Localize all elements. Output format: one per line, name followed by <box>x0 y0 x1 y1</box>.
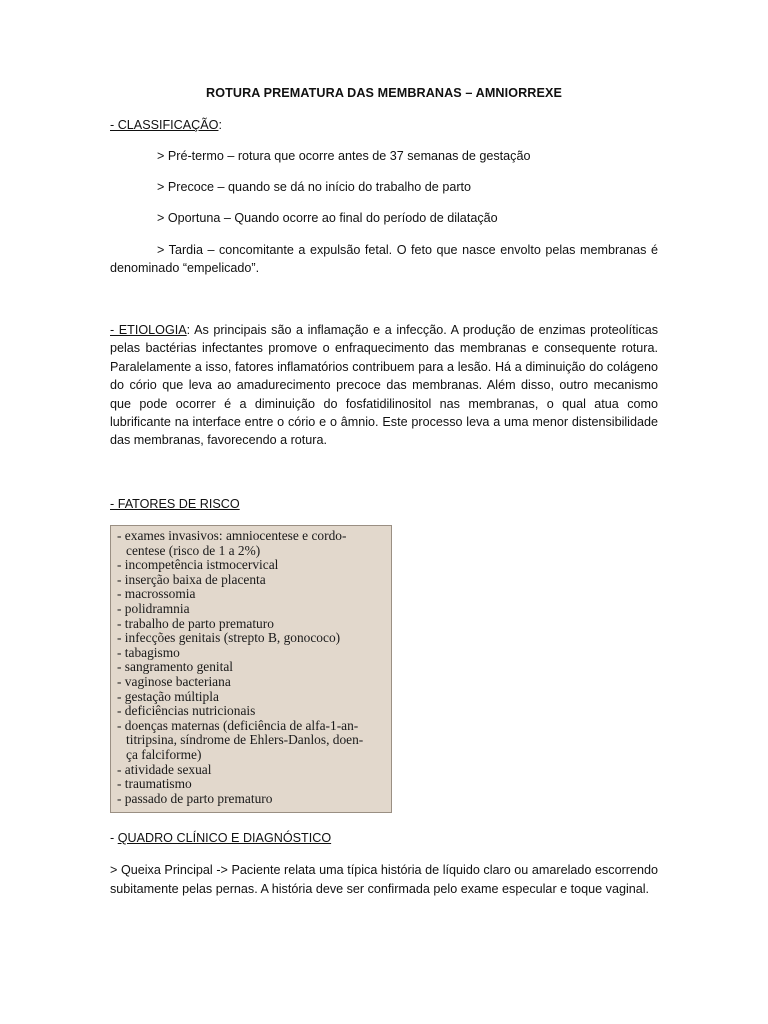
risk-item: titripsina, síndrome de Ehlers-Danlos, doen- <box>126 732 364 748</box>
risk-item: - trabalho de parto prematuro <box>117 615 274 631</box>
risk-item: ça falciforme) <box>126 746 202 762</box>
risk-item: - vaginose bacteriana <box>117 673 231 689</box>
page-title: ROTURA PREMATURA DAS MEMBRANAS – AMNIORREXE <box>206 86 562 100</box>
etiologia-colon: : <box>186 323 191 337</box>
risk-item: - deficiências nutricionais <box>117 703 256 719</box>
classificacao-item-oportuna: > Oportuna – Quando ocorre ao final do período de dilatação <box>157 211 498 225</box>
risk-item: - gestação múltipla <box>117 688 219 704</box>
risk-item: - passado de parto prematuro <box>117 790 273 806</box>
classificacao-item-tardia-text: > Tardia – concomitante a expulsão fetal. O feto que nasce envolto pelas membranas é denominado “empelicado”. <box>110 243 658 276</box>
risk-item: - incompetência istmocervical <box>117 557 279 573</box>
risk-item: - inserção baixa de placenta <box>117 571 266 587</box>
risk-item: - infecções genitais (strepto B, gonococo) <box>117 630 341 646</box>
risk-item: - exames invasivos: amniocentese e cordo- <box>117 528 347 543</box>
classificacao-item-pretermo: > Pré-termo – rotura que ocorre antes de 37 semanas de gestação <box>157 149 531 163</box>
etiologia-text: As principais são a inflamação e a infecção. A produção de enzimas proteolíticas pelas bactérias infectantes promove o enfraquecimento das membranas e consequente rotura. Paralelamente a isso, fatores inflamatórios contribuem para a lesão. Há a diminuição do colágeno do cório que leva ao amadurecimento precoce das membranas. Além disso, outro mecanismo que pode ocorrer é a diminuição do fosfatidilinositol nas membranas, o qual atua como lubrificante na interface entre o cório e o âmnio. Este processo leva a uma menor distensibilidade das membranas, favorecendo a rotura. <box>110 323 658 448</box>
classificacao-item-tardia <box>110 241 658 278</box>
risk-item: centese (risco de 1 a 2%) <box>126 542 261 558</box>
fatores-risco-heading: - FATORES DE RISCO <box>110 497 240 511</box>
classificacao-item-precoce: > Precoce – quando se dá no início do trabalho de parto <box>157 180 472 194</box>
risk-item: - polidramnia <box>117 600 190 616</box>
fatores-risco-box <box>110 525 392 813</box>
classificacao-heading <box>110 118 222 132</box>
risk-item: - macrossomia <box>117 586 196 602</box>
risk-item: - doenças maternas (deficiência de alfa-1-an- <box>117 717 359 733</box>
quadro-clinico-heading <box>110 831 331 845</box>
quadro-clinico-paragraph: > Queixa Principal -> Paciente relata uma típica história de líquido claro ou amarelado escorrendo subitamente pelas pernas. A história deve ser confirmada pelo exame especular e toque vaginal. <box>110 863 658 896</box>
risk-item: - atividade sexual <box>117 761 212 777</box>
risk-item: - tabagismo <box>117 644 180 660</box>
etiologia-heading: - ETIOLOGIA <box>110 323 187 337</box>
etiologia-paragraph <box>110 321 658 450</box>
classificacao-colon: : <box>218 118 222 132</box>
classificacao-heading-text: - CLASSIFICAÇÃO <box>110 118 219 132</box>
quadro-clinico-dash: - <box>110 831 118 845</box>
quadro-clinico-heading-text: QUADRO CLÍNICO E DIAGNÓSTICO <box>117 831 332 845</box>
risk-item: - sangramento genital <box>117 659 234 675</box>
risk-item: - traumatismo <box>117 776 192 792</box>
